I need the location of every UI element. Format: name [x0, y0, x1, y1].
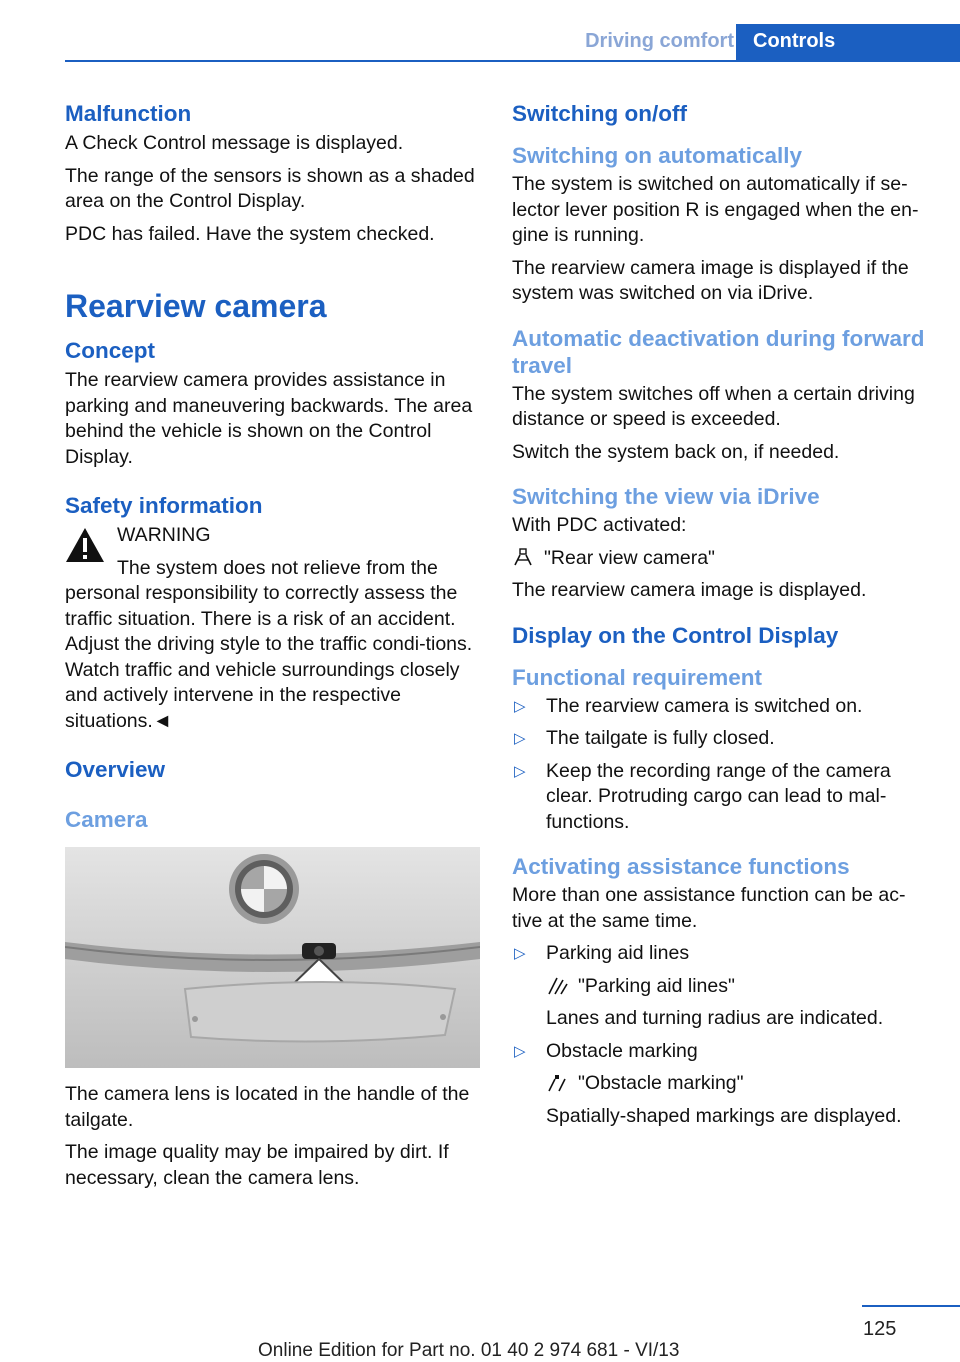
view-idrive-result: The rearview camera image is displayed.: [512, 579, 867, 601]
malfunction-text-1: A Check Control message is displayed.: [65, 132, 404, 154]
parking-lines-icon: [546, 975, 568, 995]
obstacle-marking-desc: Spatially-shaped markings are displayed.: [546, 1104, 902, 1127]
malfunction-heading: Malfunction: [65, 101, 192, 126]
rear-view-camera-label: "Rear view camera": [544, 546, 715, 569]
camera-heading: Camera: [65, 807, 148, 832]
concept-heading: Concept: [65, 338, 155, 363]
footer-rule: [862, 1305, 960, 1307]
parking-aid-desc: Lanes and turning radius are indicated.: [546, 1007, 884, 1029]
parking-aid-menu-label: "Parking aid lines": [578, 974, 735, 997]
list-item: [512, 1039, 930, 1130]
assistance-heading: Activating assistance functions: [512, 854, 850, 879]
list-item: [512, 941, 930, 1032]
switching-heading: Switching on/off: [512, 101, 687, 126]
triangle-bullet-icon: ▷: [514, 1042, 526, 1060]
list-item: [512, 694, 930, 720]
safety-heading: Safety information: [65, 493, 263, 518]
list-item: [512, 726, 930, 752]
camera-dirt-text: The image quality may be impaired by dirt. If necessary, clean the camera lens.: [65, 1141, 449, 1189]
obstacle-marking-menu-label: "Obstacle marking": [578, 1072, 744, 1094]
camera-illustration: [65, 847, 480, 1068]
section-tab: Driving comfort: [585, 30, 734, 52]
list-item-text: The tailgate is fully closed.: [546, 727, 775, 749]
page-header: [65, 24, 960, 62]
display-heading: Display on the Control Display: [512, 622, 839, 648]
deactivation-heading: Automatic deactivation during forward travel: [512, 325, 925, 378]
triangle-bullet-icon: ▷: [514, 945, 526, 962]
view-idrive-heading: Switching the view via iDrive: [512, 484, 820, 509]
rear-camera-icon: [512, 547, 534, 567]
rearview-camera-title: Rearview camera: [65, 288, 327, 324]
deactivation-text-2: Switch the system back on, if needed.: [512, 440, 840, 463]
warning-text-rest: personal responsibility to correctly assess the traffic situation. There is a risk of an accident. Adjust the driving style to the traffic condi-tions. Watch traffic and vehicle surroundings closely and actively intervene in the respective situations.◄: [65, 582, 473, 732]
malfunction-text-3: PDC has failed. Have the system checked.: [65, 222, 435, 245]
chapter-tab-label: Controls: [753, 30, 836, 52]
parking-aid-menu-item: [546, 974, 930, 1000]
parking-aid-title: Parking aid lines: [546, 942, 690, 964]
warning-triangle-icon: [65, 527, 105, 563]
obstacle-marking-menu-item: [546, 1071, 930, 1097]
list-item-text: The rearview camera is switched on.: [546, 694, 863, 717]
camera-lens-text: The camera lens is located in the handle of the tailgate.: [65, 1083, 470, 1131]
header-rule: [65, 60, 960, 62]
triangle-bullet-icon: ▷: [514, 730, 526, 747]
deactivation-text-1: The system switches off when a certain driving distance or speed is exceeded.: [512, 382, 915, 430]
chapter-tab: [736, 24, 960, 62]
overview-heading: Overview: [65, 757, 166, 782]
left-column: [65, 100, 480, 1198]
switching-auto-text-2: The rearview camera image is displayed if the system was switched on via iDrive.: [512, 256, 909, 304]
view-idrive-text: With PDC activated:: [512, 514, 687, 536]
rear-view-camera-menu-item: [512, 546, 930, 572]
right-column: [512, 100, 930, 1137]
camera-photo: [65, 847, 480, 1068]
obstacle-marking-icon: [546, 1072, 568, 1092]
functional-requirement-list: [512, 694, 930, 836]
edition-footer: Online Edition for Part no. 01 40 2 974 681 - VI/13: [258, 1340, 680, 1361]
assistance-list: [512, 941, 930, 1129]
functional-requirement-heading: Functional requirement: [512, 664, 763, 690]
assistance-text: More than one assistance function can be ac-tive at the same time.: [512, 884, 906, 932]
warning-block: [65, 523, 480, 581]
list-item: [512, 759, 930, 836]
triangle-bullet-icon: ▷: [514, 697, 526, 715]
obstacle-marking-title: Obstacle marking: [546, 1039, 698, 1062]
switching-auto-text-1: The system is switched on automatically if se-lector lever position R is engaged when the en-gine is running.: [512, 173, 919, 246]
switching-auto-heading: Switching on automatically: [512, 143, 803, 168]
page-number: 125: [863, 1318, 897, 1340]
triangle-bullet-icon: ▷: [514, 762, 526, 780]
warning-text-first: The system does not relieve from the: [117, 556, 438, 579]
warning-title: WARNING: [117, 524, 211, 546]
concept-text: The rearview camera provides assistance in parking and maneuvering backwards. The area behind the vehicle is shown on the Control Display.: [65, 369, 473, 468]
list-item-text: Keep the recording range of the camera clear. Protruding cargo can lead to mal-functions.: [546, 759, 891, 833]
malfunction-text-2: The range of the sensors is shown as a shaded area on the Control Display.: [65, 164, 475, 212]
